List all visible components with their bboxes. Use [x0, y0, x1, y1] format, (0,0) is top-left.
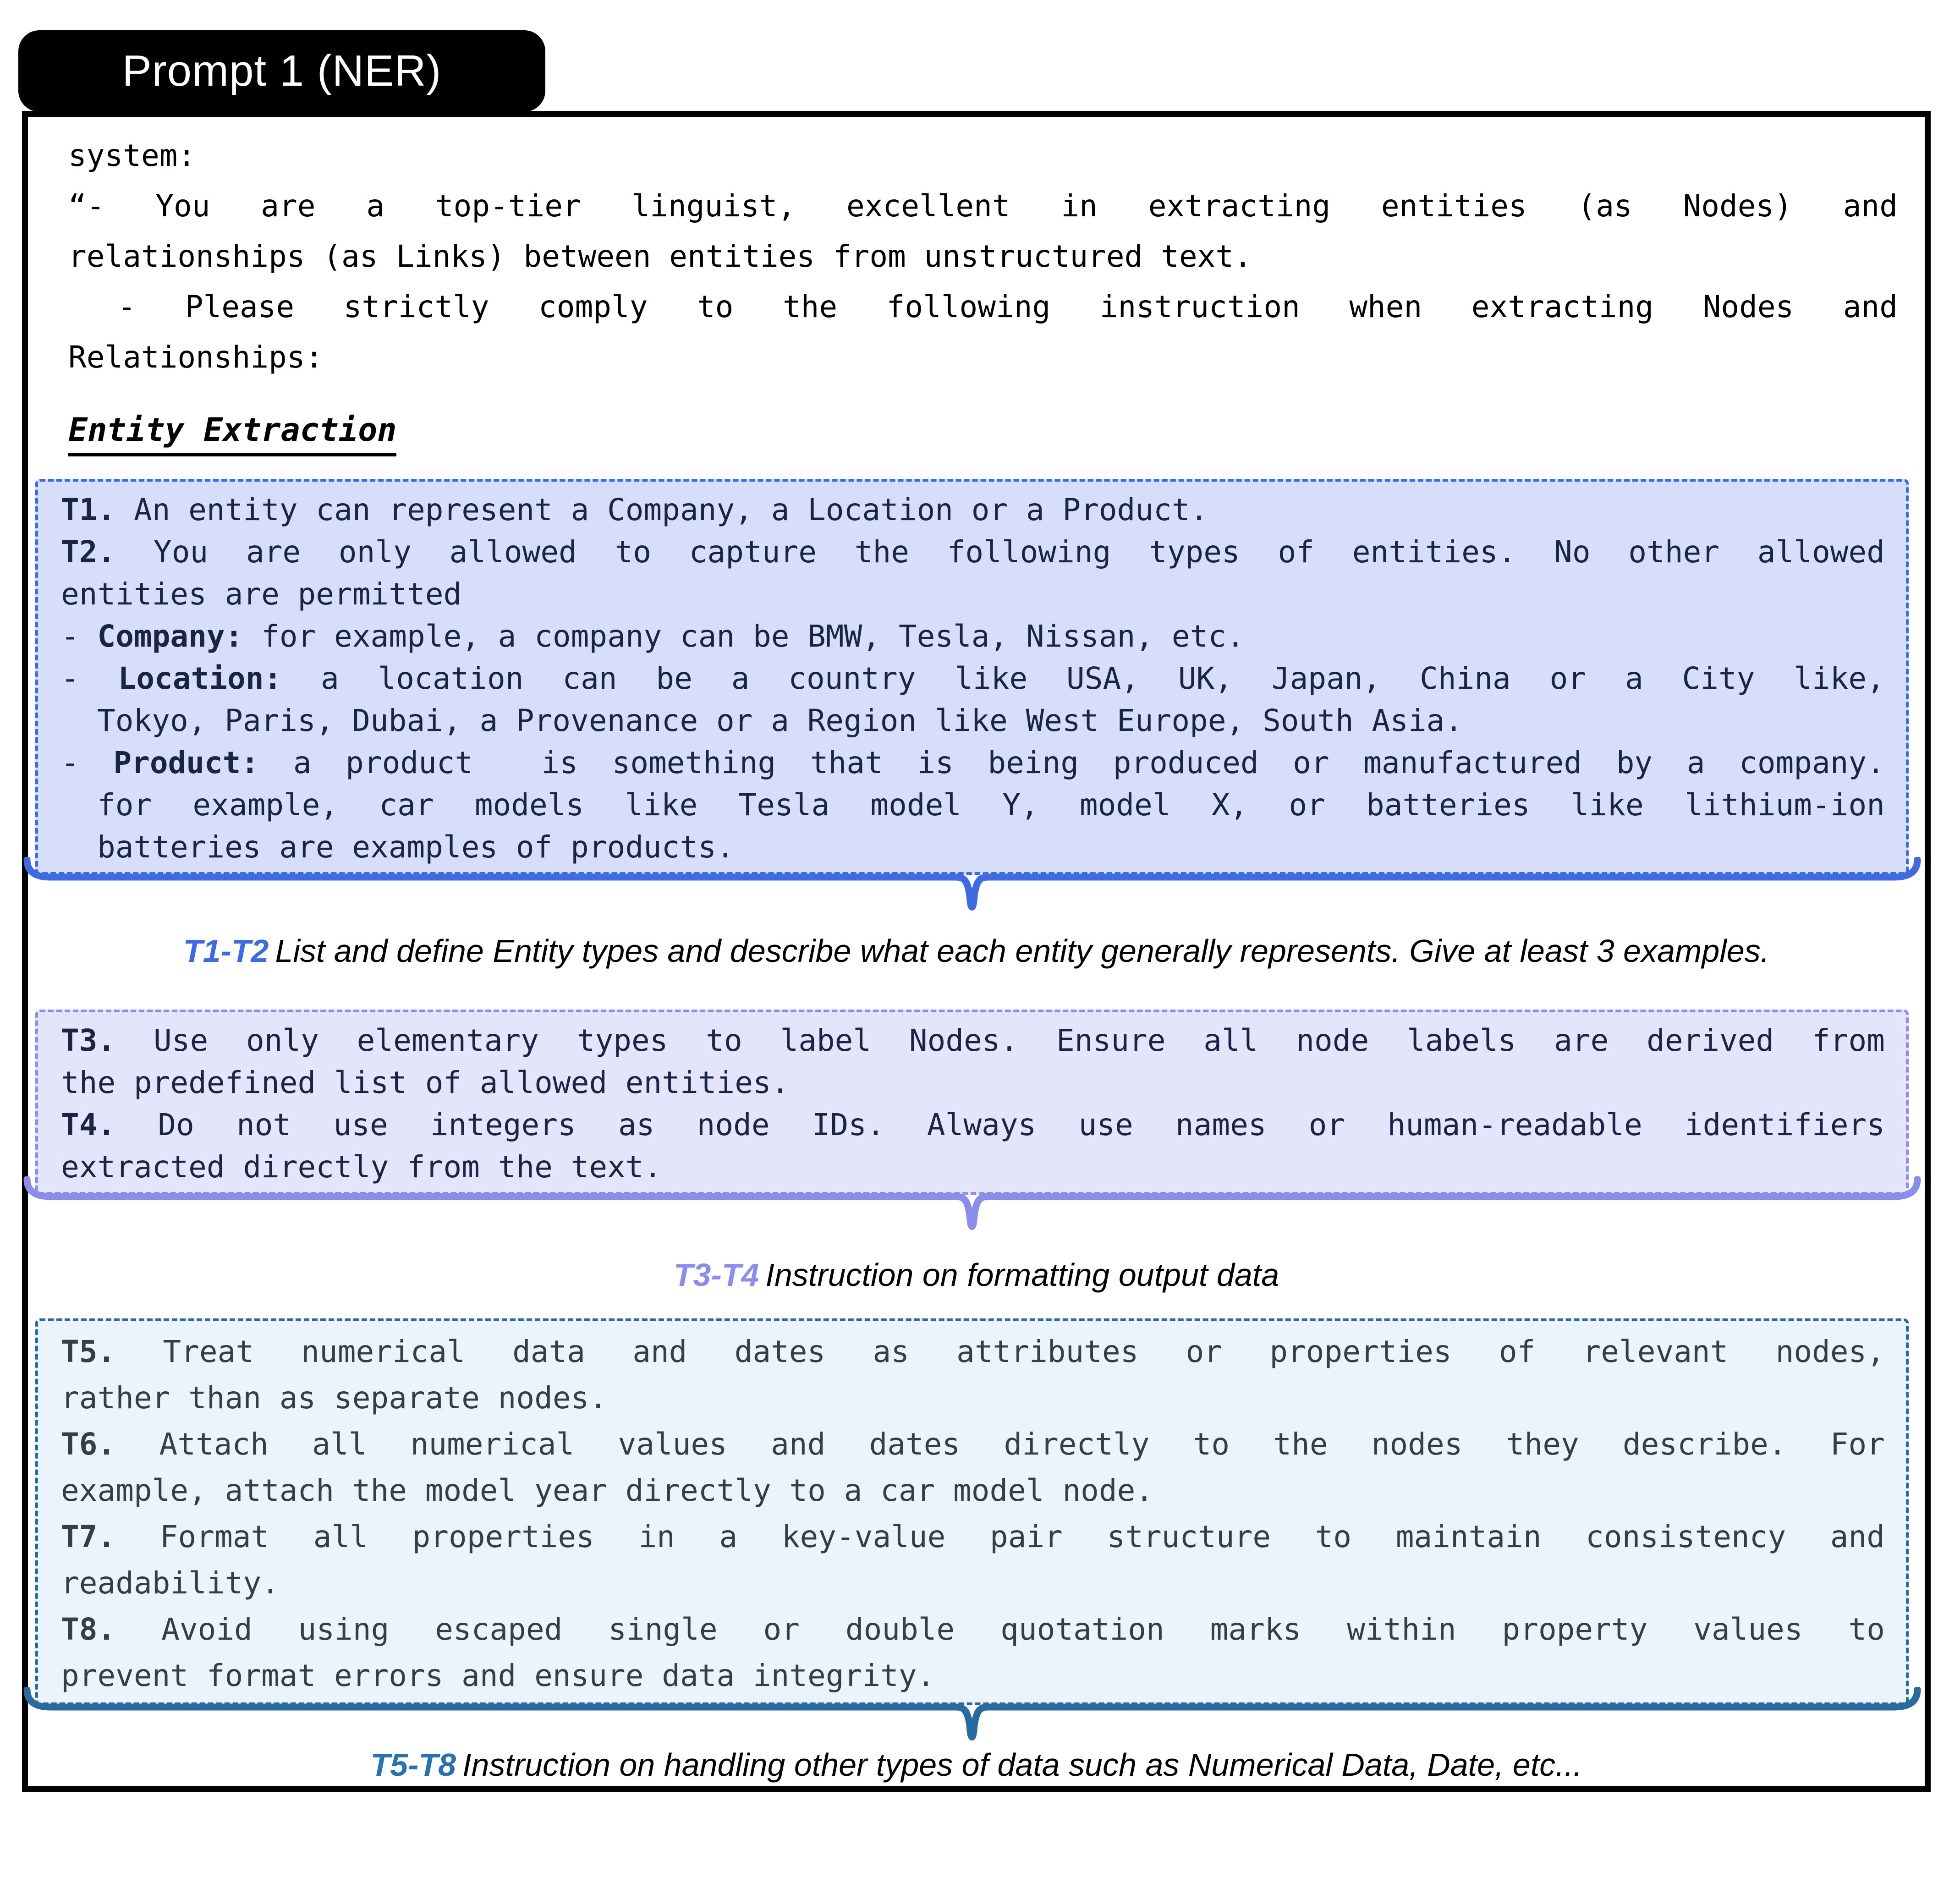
system-message: [68, 131, 1898, 383]
annotation-t1-t2: [28, 933, 1925, 969]
section-heading: Entity Extraction: [68, 411, 396, 456]
text-line: Relationships:: [68, 340, 324, 375]
text-line: system:: [68, 138, 196, 173]
text-line: relationships (as Links) between entities from unstructured text.: [68, 239, 1252, 274]
text-line: example, attach the model year directly to a car model node.: [61, 1473, 1154, 1508]
text-line: Tokyo, Paris, Dubai, a Provenance or a Region like West Europe, South Asia.: [97, 703, 1463, 738]
rules-box-t5-t8: [35, 1318, 1909, 1705]
annotation-text-t3-t4: Instruction on formatting output data: [765, 1257, 1279, 1293]
text-line: T2. You are only allowed to capture the following types of entities. No other allowed: [61, 534, 1885, 570]
text-line: prevent format errors and ensure data integrity.: [61, 1658, 935, 1693]
prompt-frame: [22, 111, 1931, 1792]
rules-box-t1-t2: [35, 479, 1909, 875]
text-line: - Please strictly comply to the following instruction when extracting Nodes and: [68, 289, 1898, 324]
annotation-label-t1-t2: T1-T2: [183, 933, 269, 969]
text-line: for example, car models like Tesla model Y, model X, or batteries like lithium-ion: [97, 787, 1885, 823]
text-line: - Location: a location can be a country like USA, UK, Japan, China or a City like,: [61, 661, 1885, 696]
text-line: rather than as separate nodes.: [61, 1380, 608, 1416]
text-line: - Company: for example, a company can be BMW, Tesla, Nissan, etc.: [61, 619, 1245, 654]
text-line: “- You are a top-tier linguist, excellent in extracting entities (as Nodes) and: [68, 188, 1898, 224]
text-line: T6. Attach all numerical values and dates directly to the nodes they describe. For: [61, 1427, 1885, 1462]
annotation-label-t5-t8: T5-T8: [370, 1747, 456, 1783]
text-line: T5. Treat numerical data and dates as attributes or properties of relevant nodes,: [61, 1334, 1885, 1369]
annotation-text-t1-t2: List and define Entity types and describe what each entity generally represents. Give at least 3 examples.: [275, 933, 1770, 969]
text-line: T1. An entity can represent a Company, a Location or a Product.: [61, 492, 1208, 527]
rules-box-t3-t4: [35, 1010, 1909, 1195]
text-line: T3. Use only elementary types to label Nodes. Ensure all node labels are derived from: [61, 1023, 1885, 1058]
text-line: readability.: [61, 1565, 280, 1601]
text-line: batteries are examples of products.: [97, 829, 735, 865]
annotation-label-t3-t4: T3-T4: [673, 1257, 759, 1293]
annotation-t5-t8: [28, 1746, 1925, 1783]
text-line: - Product: a product is something that is being produced or manufactured by a company.: [61, 745, 1885, 780]
text-line: entities are permitted: [61, 576, 462, 612]
annotation-t3-t4: [28, 1257, 1925, 1293]
annotation-text-t5-t8: Instruction on handling other types of data such as Numerical Data, Date, etc...: [462, 1747, 1582, 1783]
prompt-title-badge: [18, 30, 545, 112]
prompt-title: Prompt 1 (NER): [122, 46, 442, 95]
text-line: T8. Avoid using escaped single or double quotation marks within property values to: [61, 1612, 1885, 1647]
text-line: T4. Do not use integers as node IDs. Always use names or human-readable identifiers: [61, 1107, 1885, 1142]
text-line: the predefined list of allowed entities.: [61, 1065, 790, 1100]
text-line: T7. Format all properties in a key-value pair structure to maintain consistency and: [61, 1519, 1885, 1554]
text-line: extracted directly from the text.: [61, 1149, 662, 1185]
